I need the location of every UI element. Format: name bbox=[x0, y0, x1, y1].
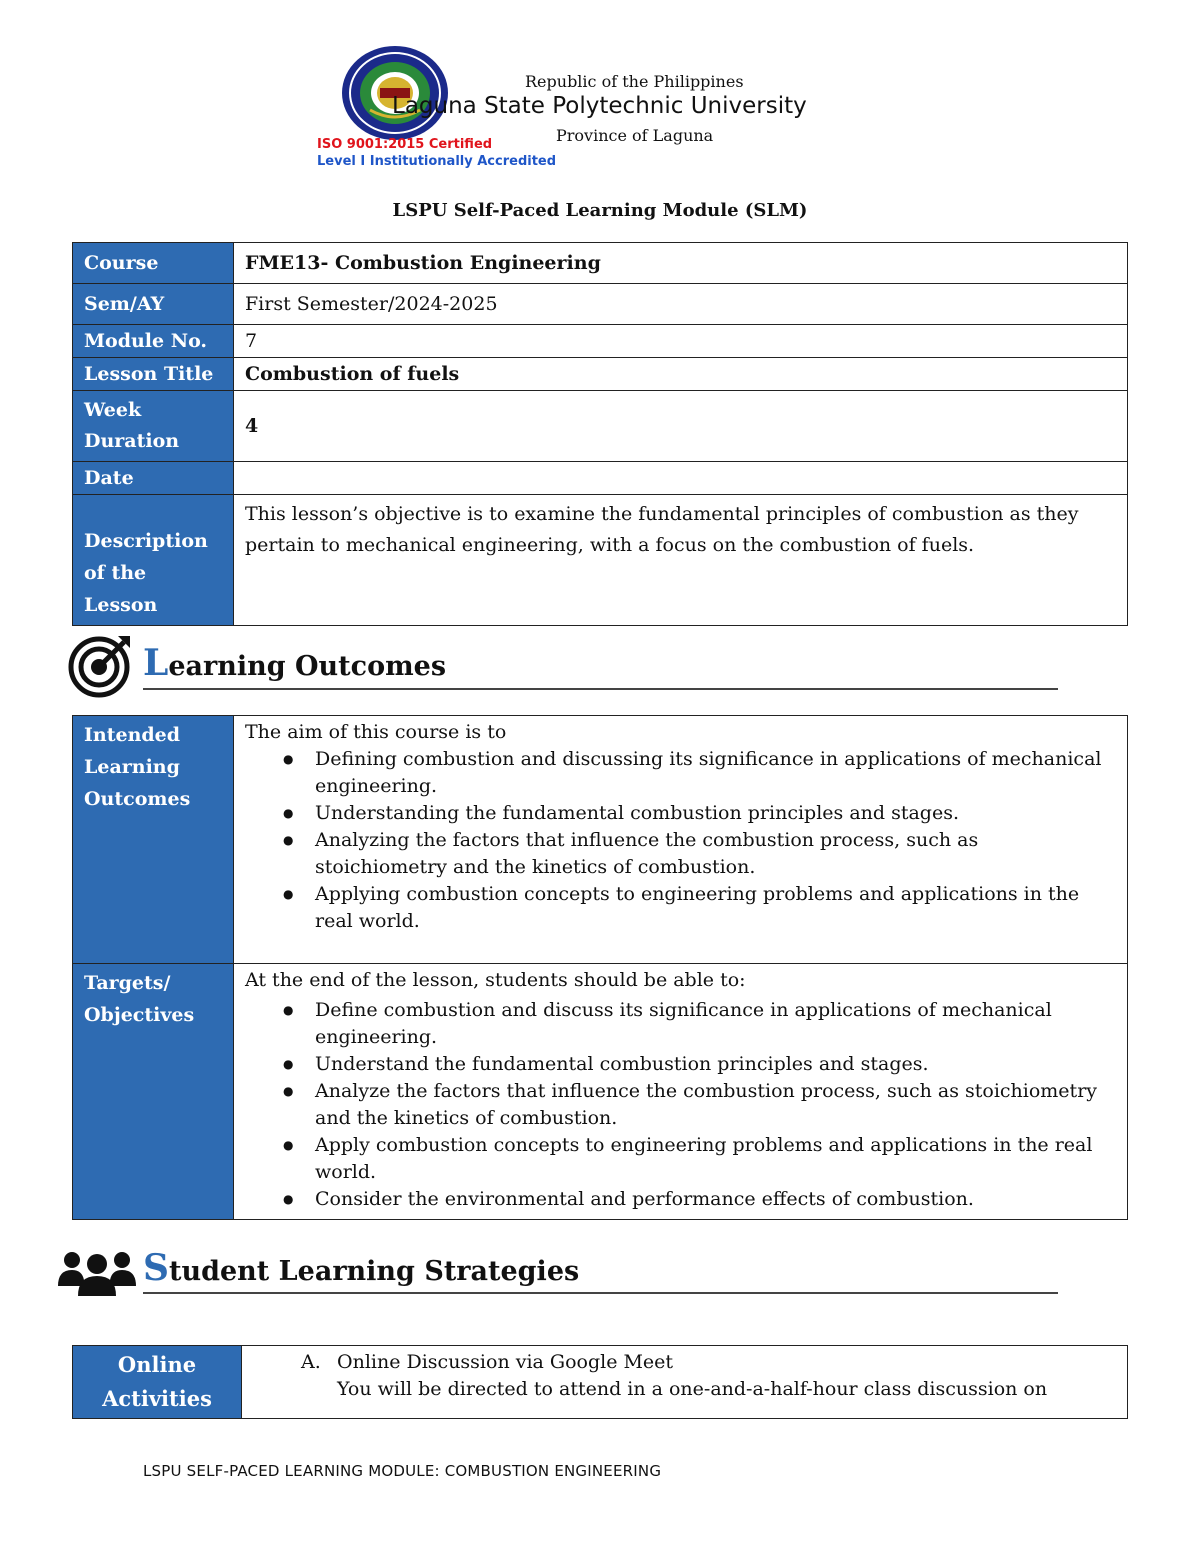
table-row bbox=[73, 358, 1128, 391]
list-item: ● Defining combustion and discussing its significance in applications of mechanical engineering. bbox=[315, 746, 1116, 800]
course-value: FME13- Combustion Engineering bbox=[234, 243, 1128, 284]
targets-label bbox=[73, 964, 234, 1220]
heading-initial: S bbox=[143, 1247, 169, 1289]
heading-rest: tudent Learning Strategies bbox=[169, 1256, 580, 1287]
table-row bbox=[73, 1346, 1128, 1419]
list-item: ● Understand the fundamental combustion principles and stages. bbox=[315, 1051, 1116, 1078]
table-row bbox=[73, 284, 1128, 325]
target-icon bbox=[68, 632, 134, 698]
description-label bbox=[73, 495, 234, 626]
iso-certification: ISO 9001:2015 Certified bbox=[317, 137, 493, 152]
week-duration-value: 4 bbox=[234, 391, 1128, 462]
ilo-label-line: Learning bbox=[84, 756, 180, 778]
online-activities-label bbox=[73, 1346, 242, 1419]
activity-text: You will be directed to attend in a one-and-a-half-hour class discussion on bbox=[337, 1378, 1048, 1400]
targets-list bbox=[245, 997, 1116, 1213]
list-item: ● Apply combustion concepts to engineering problems and applications in the real world. bbox=[315, 1132, 1116, 1186]
strategies-table bbox=[72, 1345, 1128, 1419]
list-item: ● Understanding the fundamental combustion principles and stages. bbox=[315, 800, 1116, 827]
list-item: ● Analyzing the factors that influence the combustion process, such as stoichiometry and the kinetics of combustion. bbox=[315, 827, 1116, 881]
sem-label: Sem/AY bbox=[73, 284, 234, 325]
list-item: ● Consider the environmental and performance effects of combustion. bbox=[315, 1186, 1116, 1213]
description-label-line: Description bbox=[84, 530, 208, 552]
table-row bbox=[73, 462, 1128, 495]
student-learning-strategies-heading bbox=[143, 1247, 579, 1289]
ilo-label-line: Outcomes bbox=[84, 788, 191, 810]
module-value: 7 bbox=[234, 325, 1128, 358]
ilo-label bbox=[73, 716, 234, 964]
list-item: ● Define combustion and discuss its significance in applications of mechanical engineering. bbox=[315, 997, 1116, 1051]
course-info-table bbox=[72, 242, 1128, 626]
targets-label-line: Objectives bbox=[84, 1004, 195, 1026]
section-divider bbox=[143, 688, 1058, 690]
date-label: Date bbox=[73, 462, 234, 495]
list-item: ● Applying combustion concepts to engineering problems and applications in the real world. bbox=[315, 881, 1116, 935]
table-row bbox=[73, 325, 1128, 358]
table-row bbox=[73, 243, 1128, 284]
ilo-intro: The aim of this course is to bbox=[245, 721, 507, 743]
online-label-line: Online bbox=[117, 1352, 197, 1377]
section-divider bbox=[143, 1292, 1058, 1294]
university-name: Laguna State Polytechnic University bbox=[392, 93, 807, 119]
lesson-title-value: Combustion of fuels bbox=[234, 358, 1128, 391]
republic-text: Republic of the Philippines bbox=[525, 72, 744, 91]
description-value: This lesson’s objective is to examine the fundamental principles of combustion as they pertain to mechanical engineering, with a focus on the combustion of fuels. bbox=[234, 495, 1128, 626]
learning-outcomes-heading bbox=[143, 642, 446, 684]
online-activities-content bbox=[242, 1346, 1128, 1419]
table-row bbox=[73, 716, 1128, 964]
table-row bbox=[73, 495, 1128, 626]
province-text: Province of Laguna bbox=[556, 126, 714, 145]
targets-intro: At the end of the lesson, students should be able to: bbox=[245, 969, 746, 991]
activity-title-line bbox=[253, 1349, 1116, 1376]
ilo-list bbox=[245, 746, 1116, 935]
duration-label-line: Duration bbox=[84, 430, 180, 452]
list-item: ● Analyze the factors that influence the combustion process, such as stoichiometry and the kinetics of combustion. bbox=[315, 1078, 1116, 1132]
module-title: LSPU Self-Paced Learning Module (SLM) bbox=[392, 200, 808, 221]
ilo-content bbox=[234, 716, 1128, 964]
sem-value: First Semester/2024-2025 bbox=[234, 284, 1128, 325]
week-label-line: Week bbox=[84, 399, 142, 421]
course-label: Course bbox=[73, 243, 234, 284]
targets-label-line: Targets/ bbox=[84, 972, 171, 994]
targets-content bbox=[234, 964, 1128, 1220]
heading-rest: earning Outcomes bbox=[168, 651, 447, 682]
table-row bbox=[73, 964, 1128, 1220]
date-value bbox=[234, 462, 1128, 495]
people-group-icon bbox=[58, 1246, 136, 1296]
online-label-line: Activities bbox=[102, 1386, 212, 1411]
lesson-title-label: Lesson Title bbox=[73, 358, 234, 391]
module-label: Module No. bbox=[73, 325, 234, 358]
description-label-line: of the bbox=[84, 562, 147, 584]
description-label-line: Lesson bbox=[84, 594, 158, 616]
activity-letter: A. bbox=[301, 1351, 321, 1373]
page-footer: LSPU SELF-PACED LEARNING MODULE: COMBUSTION ENGINEERING bbox=[143, 1462, 662, 1480]
outcomes-table bbox=[72, 715, 1128, 1220]
accreditation-text: Level I Institutionally Accredited bbox=[317, 154, 557, 169]
heading-initial: L bbox=[143, 642, 169, 684]
activity-title: Online Discussion via Google Meet bbox=[337, 1351, 674, 1373]
week-duration-label bbox=[73, 391, 234, 462]
table-row bbox=[73, 391, 1128, 462]
ilo-label-line: Intended bbox=[84, 724, 181, 746]
